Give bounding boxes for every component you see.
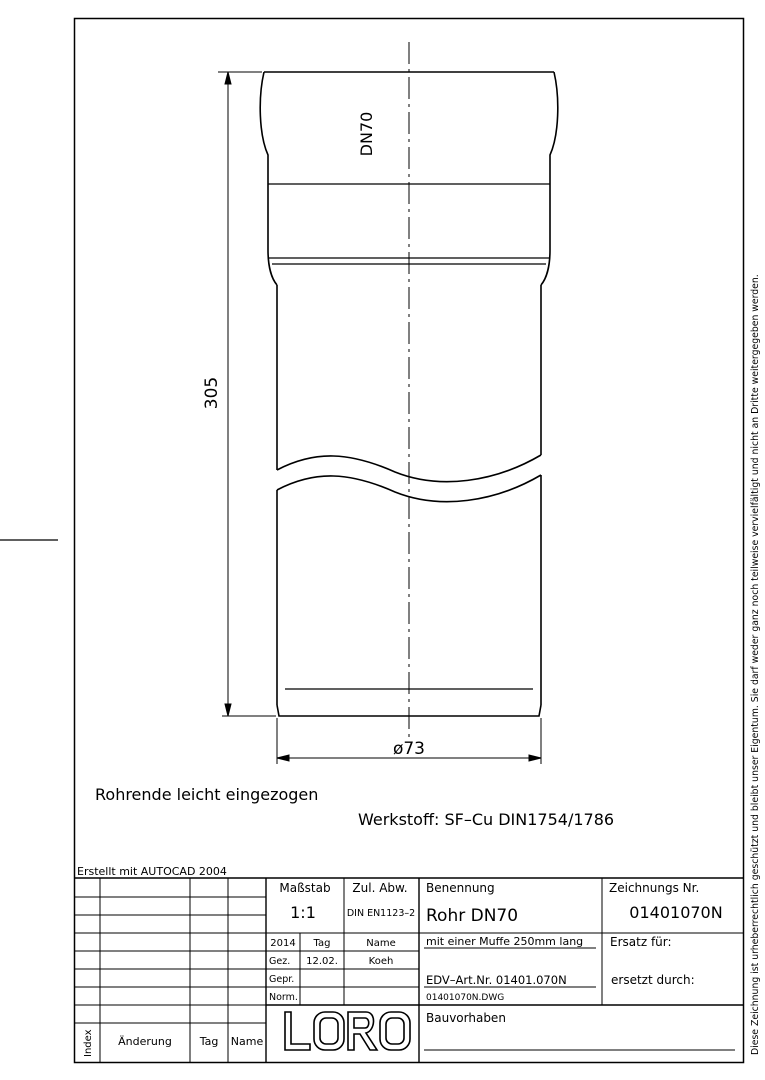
material-note: Werkstoff: SF–Cu DIN1754/1786 — [358, 810, 615, 829]
name-header: Name — [366, 938, 396, 949]
pipe-end-note: Rohrende leicht eingezogen — [95, 785, 319, 804]
rev-day-label: Tag — [199, 1035, 219, 1048]
day-header: Tag — [313, 938, 331, 949]
replacement-for: Ersatz für: — [610, 935, 672, 949]
designation-value: Rohr DN70 — [426, 906, 519, 926]
rev-change-label: Änderung — [118, 1035, 172, 1048]
norm-label: Norm. — [269, 992, 298, 1003]
diameter-dim-label: ø73 — [392, 739, 426, 759]
designation-label: Benennung — [426, 881, 495, 895]
loro-logo — [285, 1012, 410, 1050]
drawn-label: Gez. — [269, 956, 291, 967]
length-dim-label: 305 — [202, 376, 222, 410]
rev-index-label: Index — [83, 1029, 94, 1057]
designation-sub: mit einer Muffe 250mm lang — [426, 935, 584, 948]
dwg-file: 01401070N.DWG — [426, 993, 505, 1003]
project-label: Bauvorhaben — [426, 1011, 506, 1025]
checked-label: Gepr. — [269, 974, 295, 985]
scale-label: Maßstab — [279, 881, 331, 895]
scale-value: 1:1 — [290, 903, 316, 922]
edv-number: EDV–Art.Nr. 01401.070N — [426, 973, 567, 987]
copyright-notice: Diese Zeichnung ist urheberrechtlich geschützt und bleibt unser Eigentum. Sie darf weder ganz noch teilweise vervielfältigt und nicht an Dritte weitergegeben werden. — [750, 274, 761, 1055]
tolerance-label: Zul. Abw. — [352, 881, 408, 895]
replaced-by: ersetzt durch: — [611, 973, 695, 987]
drawn-date: 12.02. — [306, 956, 338, 967]
drawing-no-label: Zeichnungs Nr. — [609, 881, 700, 895]
drawing-no-value: 01401070N — [629, 903, 723, 922]
dn-label: DN70 — [357, 111, 376, 157]
tolerance-value: DIN EN1123–2 — [346, 908, 416, 919]
drawn-name: Koeh — [368, 956, 394, 967]
year-cell: 2014 — [270, 938, 296, 949]
cad-credit: Erstellt mit AUTOCAD 2004 — [77, 865, 227, 878]
rev-name-label: Name — [230, 1035, 264, 1048]
